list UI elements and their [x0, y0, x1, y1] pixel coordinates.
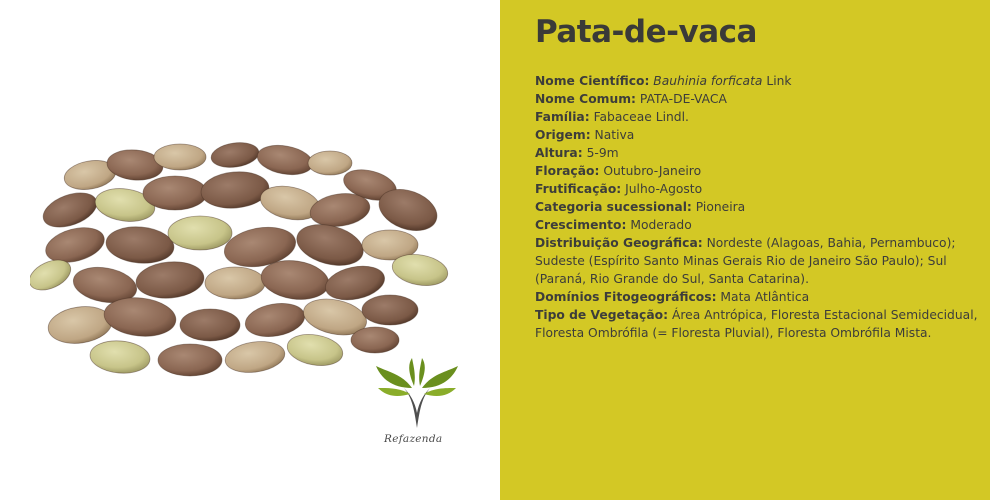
brand-name: Refazenda [384, 433, 443, 445]
refazenda-logo-icon [374, 358, 460, 436]
label: Categoria sucessional: [535, 200, 692, 214]
label: Floração: [535, 164, 600, 178]
value: Área Antrópica, Floresta Estacional Semidecidual, Floresta Ombrófila (= Floresta Pluvial), Floresta Ombrófila Mista. [535, 308, 978, 340]
row-family [535, 108, 980, 126]
row-growth [535, 216, 980, 234]
row-vegetation [535, 306, 980, 342]
row-fruiting [535, 180, 980, 198]
label: Altura: [535, 146, 583, 160]
label: Nome Comum: [535, 92, 636, 106]
row-scientific-name [535, 72, 980, 90]
label: Tipo de Vegetação: [535, 308, 669, 322]
label: Família: [535, 110, 590, 124]
value: Julho-Agosto [625, 182, 703, 196]
row-succession [535, 198, 980, 216]
value: Mata Atlântica [720, 290, 810, 304]
row-common-name [535, 90, 980, 108]
label: Crescimento: [535, 218, 627, 232]
value: Fabaceae Lindl. [593, 110, 689, 124]
seeds-image [30, 135, 470, 395]
row-height [535, 144, 980, 162]
label: Frutificação: [535, 182, 622, 196]
value: Pioneira [695, 200, 746, 214]
value: Nativa [594, 128, 635, 142]
label: Domínios Fitogeográficos: [535, 290, 717, 304]
value: Moderado [630, 218, 692, 232]
value: Outubro-Janeiro [603, 164, 702, 178]
row-flowering [535, 162, 980, 180]
row-origin [535, 126, 980, 144]
value: 5-9m [586, 146, 619, 160]
row-domains [535, 288, 980, 306]
species-info [535, 72, 980, 342]
label: Origem: [535, 128, 591, 142]
label: Nome Científico: [535, 74, 650, 88]
info-panel [500, 0, 990, 500]
scientific-author: Link [766, 74, 792, 88]
value: Nordeste (Alagoas, Bahia, Pernambuco); Sudeste (Espírito Santo Minas Gerais Rio de Janeiro São Paulo); Sul (Paraná, Rio Grande do Sul, Santa Catarina). [535, 236, 956, 286]
row-distribution [535, 234, 980, 288]
page-title: Pata-de-vaca [535, 14, 757, 50]
scientific-name: Bauhinia forficata [653, 74, 763, 88]
value: PATA-DE-VACA [639, 92, 727, 106]
label: Distribuição Geográfica: [535, 236, 703, 250]
